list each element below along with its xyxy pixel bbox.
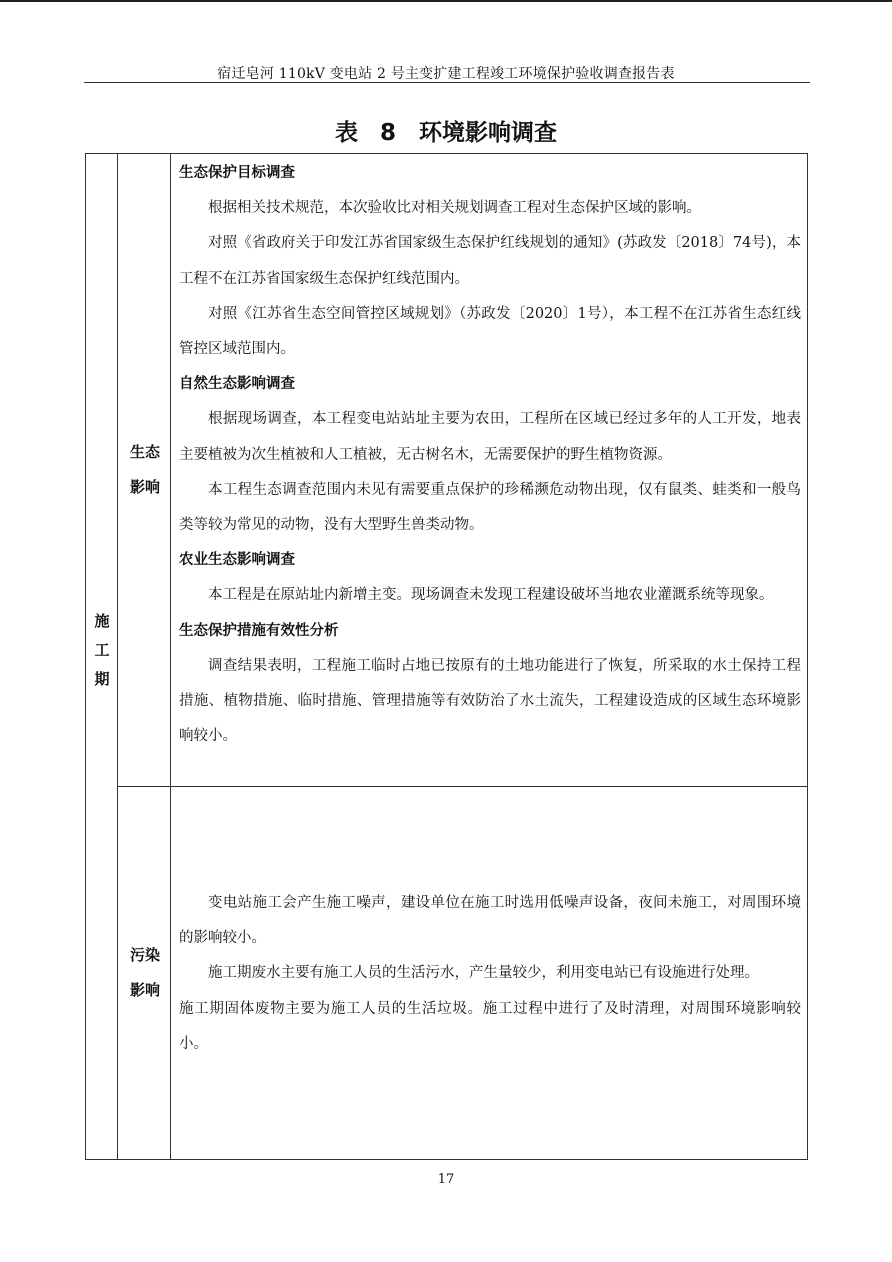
section-heading: 生态保护目标调查 [179, 165, 295, 181]
paragraph: 本工程生态调查范围内未见有需要重点保护的珍稀濒危动物出现，仅有鼠类、蛙类和一般鸟类等较为常见的动物，没有大型野生兽类动物。 [179, 481, 801, 534]
paragraph: 施工期废水主要有施工人员的生活污水，产生量较少，利用变电站已有设施进行处理。 [208, 965, 759, 982]
category-pollution-impact [119, 787, 171, 1159]
paragraph: 变电站施工会产生施工噪声，建设单位在施工时选用低噪声设备，夜间未施工，对周围环境的影响较小。 [179, 895, 801, 947]
environmental-impact-table [85, 153, 808, 1160]
paragraph: 对照《江苏省生态空间管控区域规划》（苏政发〔2020〕1号），本工程不在江苏省生态红线管控区域范围内。 [179, 305, 801, 358]
paragraph: 对照《省政府关于印发江苏省国家级生态保护红线规划的通知》(苏政发〔2018〕74号)，本工程不在江苏省国家级生态保护红线范围内。 [179, 235, 801, 287]
phase-label: 施工期 [92, 613, 111, 700]
row-divider [118, 786, 807, 787]
paragraph: 调查结果表明，工程施工临时占地已按原有的土地功能进行了恢复，所采取的水土保持工程措施、植物措施、临时措施、管理措施等有效防治了水土流失，工程建设造成的区域生态环境影响较小。 [179, 657, 801, 745]
running-header: 宿迁皂河 110kV 变电站 2 号主变扩建工程竣工环境保护验收调查报告表 [217, 66, 675, 82]
category-label: 生态 影响 [129, 443, 160, 496]
section-heading: 农业生态影响调查 [179, 552, 295, 569]
header-divider [84, 82, 810, 83]
page-title: 表 8 环境影响调查 [334, 120, 557, 146]
section-heading: 生态保护措施有效性分析 [179, 622, 339, 639]
paragraph: 根据现场调查，本工程变电站站址主要为农田，工程所在区域已经过多年的人工开发，地表主要植被为次生植被和人工植被，无古树名木，无需要保护的野生植物资源。 [179, 411, 801, 463]
section-heading: 自然生态影响调查 [179, 376, 295, 393]
ecological-impact-content [179, 156, 801, 754]
paragraph: 本工程是在原站址内新增主变。现场调查未发现工程建设破坏当地农业灌溉系统等现象。 [208, 587, 774, 604]
page-number: 17 [437, 1172, 455, 1187]
top-border-line [0, 0, 892, 2]
pollution-impact-content [179, 886, 801, 1062]
category-ecological-impact [119, 154, 171, 786]
paragraph: 施工期固体废物主要为施工人员的生活垃圾。施工过程中进行了及时清理，对周围环境影响较小。 [179, 1000, 801, 1052]
paragraph: 根据相关技术规范，本次验收比对相关规划调查工程对生态保护区域的影响。 [208, 200, 701, 217]
category-label: 污染 影响 [129, 946, 160, 999]
